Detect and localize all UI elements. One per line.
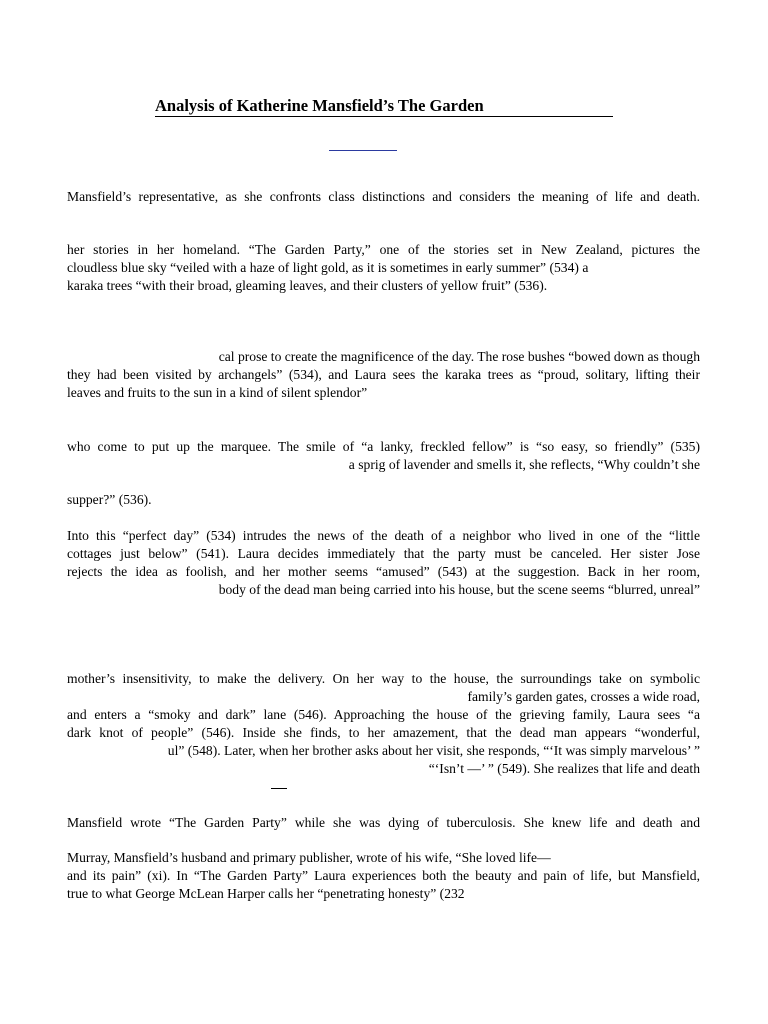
text-line: “‘Isn’t —’ ” (549). She realizes that life and death (428, 761, 700, 776)
text-line: Mansfield’s representative, as she confronts class distinctions and considers the meaning of life and death. (67, 189, 700, 204)
text-line: Murray, Mansfield’s husband and primary publisher, wrote of his wife, “She loved life— (67, 850, 551, 865)
text-line: Mansfield wrote “The Garden Party” while she was dying of tuberculosis. She knew life and death and (67, 815, 700, 830)
dash-mark (271, 788, 287, 789)
title-underline-blank (329, 136, 397, 151)
text-line: dark knot of people” (546). Inside she finds, to her amazement, that the dead man appears “wonderful, (67, 725, 700, 740)
text-line: cal prose to create the magnificence of the day. The rose bushes “bowed down as though (218, 349, 700, 364)
text-line: a sprig of lavender and smells it, she reflects, “Why couldn’t she (348, 457, 700, 472)
text-line: and enters a “smoky and dark” lane (546). Approaching the house of the grieving family, Laura sees “a (67, 707, 700, 722)
text-line: cottages just below” (541). Laura decides immediately that the party must be canceled. Her sister Jose (67, 546, 700, 561)
text-line: Into this “perfect day” (534) intrudes the news of the death of a neighbor who lived in one of the “little (67, 528, 700, 543)
text-line: leaves and fruits to the sun in a kind of silent splendor” (67, 385, 368, 400)
text-line: and its pain” (xi). In “The Garden Party” Laura experiences both the beauty and pain of life, but Mansfield, (67, 868, 700, 883)
text-line: family’s garden gates, crosses a wide road, (467, 689, 700, 704)
text-line: true to what George McLean Harper calls her “penetrating honesty” (232 (67, 886, 465, 901)
text-line: mother’s insensitivity, to make the delivery. On her way to the house, the surroundings take on symbolic (67, 671, 700, 686)
text-line: her stories in her homeland. “The Garden Party,” one of the stories set in New Zealand, pictures the (67, 242, 700, 257)
text-line: cloudless blue sky “veiled with a haze of light gold, as it is sometimes in early summer” (534) a (67, 260, 589, 275)
text-line: supper?” (536). (67, 492, 152, 507)
document-title: Analysis of Katherine Mansfield’s The Garden (155, 96, 613, 117)
text-line: body of the dead man being carried into his house, but the scene seems “blurred, unreal” (218, 582, 700, 597)
text-line: karaka trees “with their broad, gleaming leaves, and their clusters of yellow fruit” (536). (67, 278, 548, 293)
text-line: rejects the idea as foolish, and her mother seems “amused” (543) at the suggestion. Back in her room, (67, 564, 700, 579)
text-line: ul” (548). Later, when her brother asks about her visit, she responds, “‘It was simply marvelous’ ” (167, 743, 700, 758)
text-line: they had been visited by archangels” (534), and Laura sees the karaka trees as “proud, solitary, lifting their (67, 367, 700, 382)
text-line: who come to put up the marquee. The smile of “a lanky, freckled fellow” is “so easy, so friendly” (535) (67, 439, 700, 454)
